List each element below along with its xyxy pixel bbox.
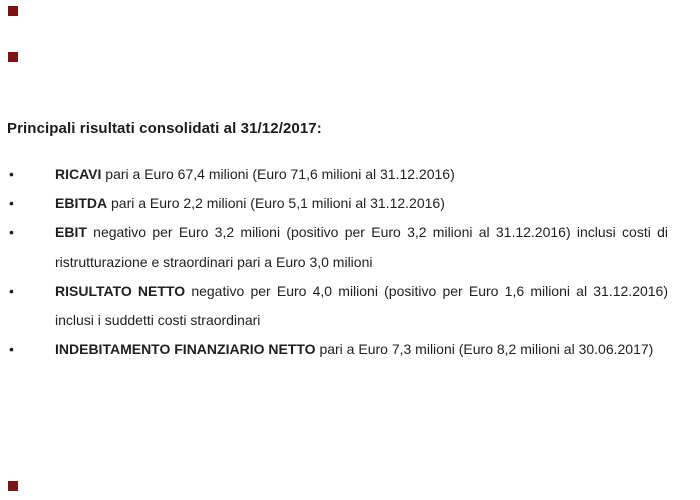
list-item-lead: RISULTATO NETTO bbox=[55, 282, 186, 299]
bullet-icon: • bbox=[9, 195, 14, 212]
section-heading: Principali risultati consolidati al 31/12/2017: bbox=[7, 120, 322, 137]
list-item-text bbox=[55, 335, 668, 364]
list-item-risultato-netto bbox=[7, 277, 668, 335]
list-item-ricavi bbox=[7, 160, 668, 189]
list-item-text bbox=[55, 189, 668, 218]
red-square-mark-upper-icon bbox=[8, 52, 18, 62]
list-item-lead: RICAVI bbox=[55, 166, 102, 182]
list-item-ebitda bbox=[7, 189, 668, 218]
list-item-rest: pari a Euro 2,2 milioni (Euro 5,1 milioni al 31.12.2016) bbox=[107, 195, 445, 212]
list-item-text bbox=[55, 160, 668, 189]
list-item-text bbox=[55, 277, 668, 335]
red-square-mark-top-icon bbox=[8, 6, 18, 16]
red-square-mark-bottom-icon bbox=[8, 481, 18, 491]
list-item-rest: negativo per Euro 4,0 milioni (positivo per Euro 1,6 milioni al 31.12.2016) inclusi i suddetti costi straordinari bbox=[55, 282, 668, 329]
list-item-text bbox=[55, 218, 668, 276]
list-item-rest: pari a Euro 7,3 milioni (Euro 8,2 milioni al 30.06.2017) bbox=[315, 341, 654, 358]
bullet-icon: • bbox=[9, 224, 14, 241]
list-item-indebitamento bbox=[7, 335, 668, 364]
list-item-rest: pari a Euro 67,4 milioni (Euro 71,6 milioni al 31.12.2016) bbox=[101, 166, 455, 182]
press-release-body bbox=[7, 118, 668, 364]
list-item-lead: EBIT bbox=[55, 224, 87, 241]
list-item-lead: INDEBITAMENTO FINANZIARIO NETTO bbox=[55, 341, 316, 358]
bullet-icon: • bbox=[9, 341, 14, 358]
list-item-lead: EBITDA bbox=[55, 195, 108, 212]
results-list bbox=[7, 160, 668, 364]
bullet-icon: • bbox=[9, 166, 14, 182]
bullet-icon: • bbox=[9, 282, 14, 299]
list-item-ebit bbox=[7, 218, 668, 276]
list-item-rest: negativo per Euro 3,2 milioni (positivo per Euro 3,2 milioni al 31.12.2016) inclusi costi di ristrutturazione e straordinari pari a Euro 3,0 milioni bbox=[55, 224, 668, 270]
